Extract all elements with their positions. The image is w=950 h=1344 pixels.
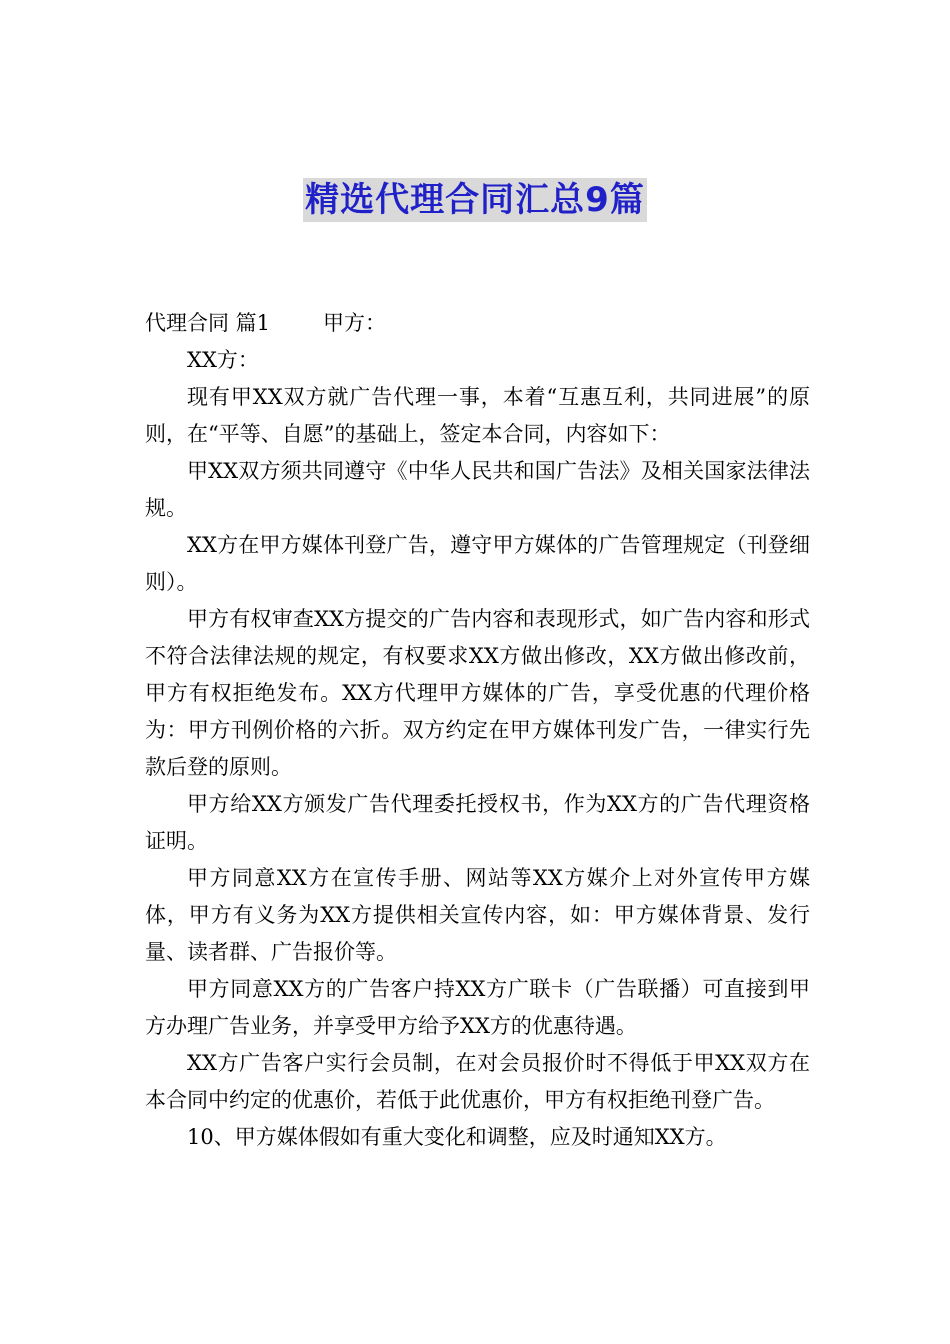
- paragraph-3: XX方在甲方媒体刊登广告，遵守甲方媒体的广告管理规定（刊登细则）。: [145, 533, 810, 594]
- paragraph-10: 10、甲方媒体假如有重大变化和调整，应及时通知XX方。: [187, 1125, 727, 1149]
- paragraph-party-b: XX方：: [187, 348, 259, 372]
- paragraph-1: 现有甲XX双方就广告代理一事，本着“互惠互利，共同进展”的原则，在“平等、自愿”的基础上，签定本合同，内容如下：: [145, 385, 810, 446]
- title-container: [0, 178, 950, 222]
- section-heading-line: [145, 305, 810, 342]
- document-body: [145, 305, 810, 1156]
- section-heading: 代理合同 篇1: [145, 311, 271, 335]
- paragraph-4: 甲方有权审查XX方提交的广告内容和表现形式，如广告内容和形式不符合法律法规的规定，有权要求XX方做出修改，XX方做出修改前，甲方有权拒绝发布。XX方代理甲方媒体的广告，享受优惠的代理价格为：甲方刊例价格的六折。双方约定在甲方媒体刊发广告，一律实行先款后登的原则。: [145, 607, 810, 779]
- paragraph-2: 甲XX双方须共同遵守《中华人民共和国广告法》及相关国家法律法规。: [145, 459, 810, 520]
- paragraph-8: XX方广告客户实行会员制，在对会员报价时不得低于甲XX双方在本合同中约定的优惠价，若低于此优惠价，甲方有权拒绝刊登广告。: [145, 1051, 810, 1112]
- document-title: 精选代理合同汇总9篇: [305, 180, 645, 220]
- party-a-label: 甲方：: [323, 311, 386, 335]
- paragraph-6: 甲方同意XX方在宣传手册、网站等XX方媒介上对外宣传甲方媒体，甲方有义务为XX方提供相关宣传内容，如：甲方媒体背景、发行量、读者群、广告报价等。: [145, 866, 810, 964]
- paragraph-7: 甲方同意XX方的广告客户持XX方广联卡（广告联播）可直接到甲方办理广告业务，并享受甲方给予XX方的优惠待遇。: [145, 977, 810, 1038]
- paragraph-5: 甲方给XX方颁发广告代理委托授权书，作为XX方的广告代理资格证明。: [145, 792, 810, 853]
